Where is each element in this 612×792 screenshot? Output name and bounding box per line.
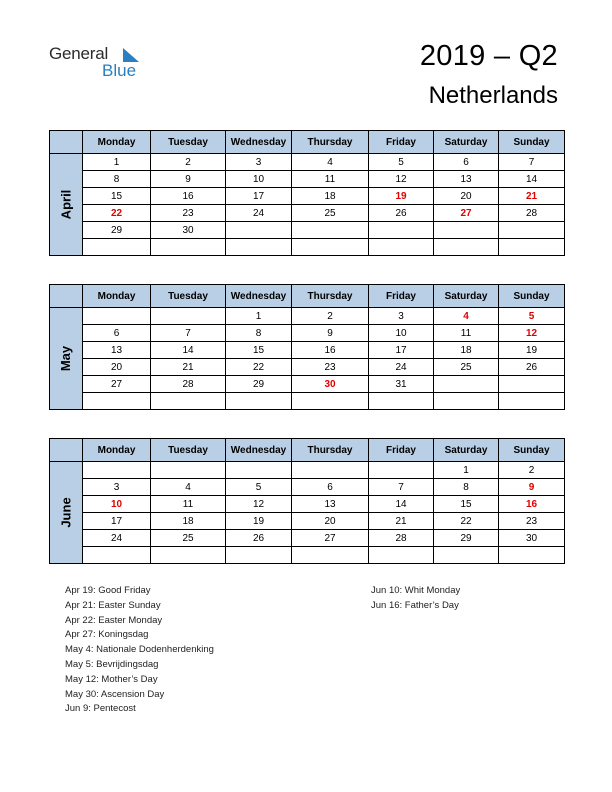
- day-cell: [434, 393, 499, 410]
- day-cell: 11: [292, 171, 369, 188]
- day-cell: 8: [434, 479, 499, 496]
- day-cell: 19: [369, 188, 434, 205]
- weekday-header: Wednesday: [226, 131, 292, 154]
- month-calendar-april: [49, 130, 565, 256]
- weekday-header: Saturday: [434, 439, 499, 462]
- day-cell: 8: [226, 325, 292, 342]
- month-name: June: [58, 497, 74, 528]
- holiday-note: Jun 10: Whit Monday: [371, 585, 461, 596]
- holiday-note: May 30: Ascension Day: [65, 688, 165, 700]
- day-cell: 21: [369, 513, 434, 530]
- day-cell: 22: [434, 513, 499, 530]
- day-cell: 25: [434, 359, 499, 376]
- day-cell: [369, 462, 434, 479]
- day-cell: [151, 462, 226, 479]
- month-label-cell: [50, 462, 83, 564]
- day-cell: 28: [369, 530, 434, 547]
- weekday-header-row: [50, 439, 565, 462]
- holiday-note: Apr 21: Easter Sunday: [65, 599, 161, 611]
- day-cell: [434, 239, 499, 256]
- day-cell: 14: [369, 496, 434, 513]
- day-cell: 20: [292, 513, 369, 530]
- weekday-header: Thursday: [292, 439, 369, 462]
- day-cell: 22: [226, 359, 292, 376]
- day-cell: 25: [292, 205, 369, 222]
- day-cell: [369, 222, 434, 239]
- month-label-cell: [50, 154, 83, 256]
- day-cell: [151, 308, 226, 325]
- day-cell: [499, 547, 565, 564]
- weekday-header: Tuesday: [151, 285, 226, 308]
- day-cell: 3: [369, 308, 434, 325]
- header-corner: [50, 131, 83, 154]
- day-cell: [83, 393, 151, 410]
- day-cell: 19: [226, 513, 292, 530]
- month-name: April: [58, 189, 74, 220]
- day-cell: 12: [226, 496, 292, 513]
- day-cell: 28: [499, 205, 565, 222]
- day-cell: 6: [434, 154, 499, 171]
- day-cell: [292, 239, 369, 256]
- weekday-header: Sunday: [499, 439, 565, 462]
- week-row: [50, 154, 565, 171]
- week-row: [50, 325, 565, 342]
- week-row: [50, 513, 565, 530]
- holiday-note: Apr 19: Good Friday: [65, 585, 151, 596]
- weekday-header: Monday: [83, 285, 151, 308]
- day-cell: 21: [499, 188, 565, 205]
- day-cell: 15: [83, 188, 151, 205]
- day-cell: 15: [226, 342, 292, 359]
- day-cell: 7: [499, 154, 565, 171]
- weekday-header: Monday: [83, 439, 151, 462]
- day-cell: 30: [292, 376, 369, 393]
- day-cell: 14: [151, 342, 226, 359]
- week-row: [50, 393, 565, 410]
- day-cell: 10: [226, 171, 292, 188]
- day-cell: [151, 393, 226, 410]
- week-row: [50, 462, 565, 479]
- logo-word-blue: Blue: [102, 61, 137, 80]
- week-row: [50, 496, 565, 513]
- day-cell: 23: [292, 359, 369, 376]
- day-cell: [151, 547, 226, 564]
- day-cell: 11: [434, 325, 499, 342]
- header-corner: [50, 285, 83, 308]
- week-row: [50, 359, 565, 376]
- day-cell: 10: [83, 496, 151, 513]
- week-row: [50, 171, 565, 188]
- day-cell: 15: [434, 496, 499, 513]
- day-cell: 17: [83, 513, 151, 530]
- day-cell: 25: [151, 530, 226, 547]
- weekday-header: Monday: [83, 131, 151, 154]
- day-cell: 1: [434, 462, 499, 479]
- day-cell: [369, 547, 434, 564]
- day-cell: 9: [151, 171, 226, 188]
- day-cell: 9: [499, 479, 565, 496]
- day-cell: [434, 376, 499, 393]
- weekday-header: Saturday: [434, 285, 499, 308]
- logo-word-general: General: [49, 44, 109, 63]
- weekday-header: Sunday: [499, 285, 565, 308]
- day-cell: [226, 462, 292, 479]
- day-cell: 3: [83, 479, 151, 496]
- day-cell: 20: [83, 359, 151, 376]
- day-cell: 12: [499, 325, 565, 342]
- day-cell: [369, 239, 434, 256]
- weekday-header: Friday: [369, 439, 434, 462]
- weekday-header-row: [50, 285, 565, 308]
- day-cell: 16: [151, 188, 226, 205]
- day-cell: [434, 547, 499, 564]
- day-cell: 9: [292, 325, 369, 342]
- day-cell: 23: [151, 205, 226, 222]
- weekday-header: Wednesday: [226, 285, 292, 308]
- logo-triangle-icon: [123, 48, 139, 62]
- day-cell: [292, 393, 369, 410]
- holiday-note: May 4: Nationale Dodenherdenking: [65, 644, 214, 656]
- day-cell: [226, 222, 292, 239]
- day-cell: 11: [151, 496, 226, 513]
- day-cell: 31: [369, 376, 434, 393]
- day-cell: [499, 393, 565, 410]
- holiday-note: May 5: Bevrijdingsdag: [65, 658, 159, 670]
- generalblue-logo: [49, 44, 159, 84]
- weekday-header: Friday: [369, 285, 434, 308]
- weekday-header: Sunday: [499, 131, 565, 154]
- day-cell: 18: [292, 188, 369, 205]
- day-cell: [499, 239, 565, 256]
- day-cell: 23: [499, 513, 565, 530]
- day-cell: 24: [226, 205, 292, 222]
- day-cell: 5: [226, 479, 292, 496]
- day-cell: [292, 462, 369, 479]
- day-cell: [83, 308, 151, 325]
- day-cell: 17: [226, 188, 292, 205]
- month-calendar-may: [49, 284, 565, 410]
- week-row: [50, 308, 565, 325]
- day-cell: [83, 462, 151, 479]
- day-cell: 4: [434, 308, 499, 325]
- day-cell: 20: [434, 188, 499, 205]
- month-label-cell: [50, 308, 83, 410]
- day-cell: 18: [151, 513, 226, 530]
- day-cell: 4: [151, 479, 226, 496]
- day-cell: [226, 239, 292, 256]
- holiday-notes-right: [371, 584, 460, 614]
- day-cell: 17: [369, 342, 434, 359]
- month-name: May: [58, 345, 74, 372]
- day-cell: 1: [83, 154, 151, 171]
- day-cell: 14: [499, 171, 565, 188]
- header-corner: [50, 439, 83, 462]
- week-row: [50, 479, 565, 496]
- week-row: [50, 342, 565, 359]
- day-cell: 30: [151, 222, 226, 239]
- weekday-header: Tuesday: [151, 439, 226, 462]
- day-cell: 8: [83, 171, 151, 188]
- day-cell: 27: [292, 530, 369, 547]
- day-cell: 19: [499, 342, 565, 359]
- week-row: [50, 530, 565, 547]
- day-cell: 13: [292, 496, 369, 513]
- day-cell: 6: [83, 325, 151, 342]
- month-calendar-june: [49, 438, 565, 564]
- day-cell: 22: [83, 205, 151, 222]
- holiday-note: Apr 22: Easter Monday: [65, 614, 163, 626]
- day-cell: 18: [434, 342, 499, 359]
- week-row: [50, 376, 565, 393]
- day-cell: 12: [369, 171, 434, 188]
- day-cell: 24: [369, 359, 434, 376]
- day-cell: 7: [151, 325, 226, 342]
- day-cell: 29: [83, 222, 151, 239]
- holiday-notes-left: [65, 584, 214, 717]
- day-cell: [226, 393, 292, 410]
- day-cell: [499, 222, 565, 239]
- day-cell: 10: [369, 325, 434, 342]
- day-cell: 1: [226, 308, 292, 325]
- weekday-header: Saturday: [434, 131, 499, 154]
- day-cell: 4: [292, 154, 369, 171]
- holiday-note: Jun 9: Pentecost: [65, 703, 136, 715]
- day-cell: 7: [369, 479, 434, 496]
- day-cell: 13: [83, 342, 151, 359]
- weekday-header: Tuesday: [151, 131, 226, 154]
- day-cell: [292, 222, 369, 239]
- weekday-header: Thursday: [292, 285, 369, 308]
- day-cell: 29: [434, 530, 499, 547]
- weekday-header: Wednesday: [226, 439, 292, 462]
- day-cell: [499, 376, 565, 393]
- day-cell: 30: [499, 530, 565, 547]
- day-cell: 26: [499, 359, 565, 376]
- holiday-note: Jun 16: Father’s Day: [371, 599, 459, 611]
- day-cell: 29: [226, 376, 292, 393]
- day-cell: [226, 547, 292, 564]
- day-cell: 2: [151, 154, 226, 171]
- day-cell: [151, 239, 226, 256]
- day-cell: 5: [499, 308, 565, 325]
- weekday-header: Thursday: [292, 131, 369, 154]
- day-cell: 27: [83, 376, 151, 393]
- day-cell: [369, 393, 434, 410]
- page-title-year: 2019 – Q2: [419, 40, 558, 72]
- week-row: [50, 547, 565, 564]
- week-row: [50, 188, 565, 205]
- day-cell: 2: [499, 462, 565, 479]
- day-cell: 16: [292, 342, 369, 359]
- day-cell: 26: [226, 530, 292, 547]
- day-cell: 13: [434, 171, 499, 188]
- day-cell: 2: [292, 308, 369, 325]
- holiday-note: May 12: Mother’s Day: [65, 673, 158, 685]
- day-cell: 6: [292, 479, 369, 496]
- day-cell: [434, 222, 499, 239]
- day-cell: [83, 239, 151, 256]
- day-cell: 27: [434, 205, 499, 222]
- holiday-note: Apr 27: Koningsdag: [65, 629, 149, 641]
- day-cell: [292, 547, 369, 564]
- day-cell: [83, 547, 151, 564]
- day-cell: 26: [369, 205, 434, 222]
- day-cell: 21: [151, 359, 226, 376]
- day-cell: 16: [499, 496, 565, 513]
- weekday-header: Friday: [369, 131, 434, 154]
- week-row: [50, 205, 565, 222]
- week-row: [50, 222, 565, 239]
- day-cell: 5: [369, 154, 434, 171]
- day-cell: 3: [226, 154, 292, 171]
- day-cell: 24: [83, 530, 151, 547]
- page-title-country: Netherlands: [428, 82, 558, 109]
- weekday-header-row: [50, 131, 565, 154]
- day-cell: 28: [151, 376, 226, 393]
- week-row: [50, 239, 565, 256]
